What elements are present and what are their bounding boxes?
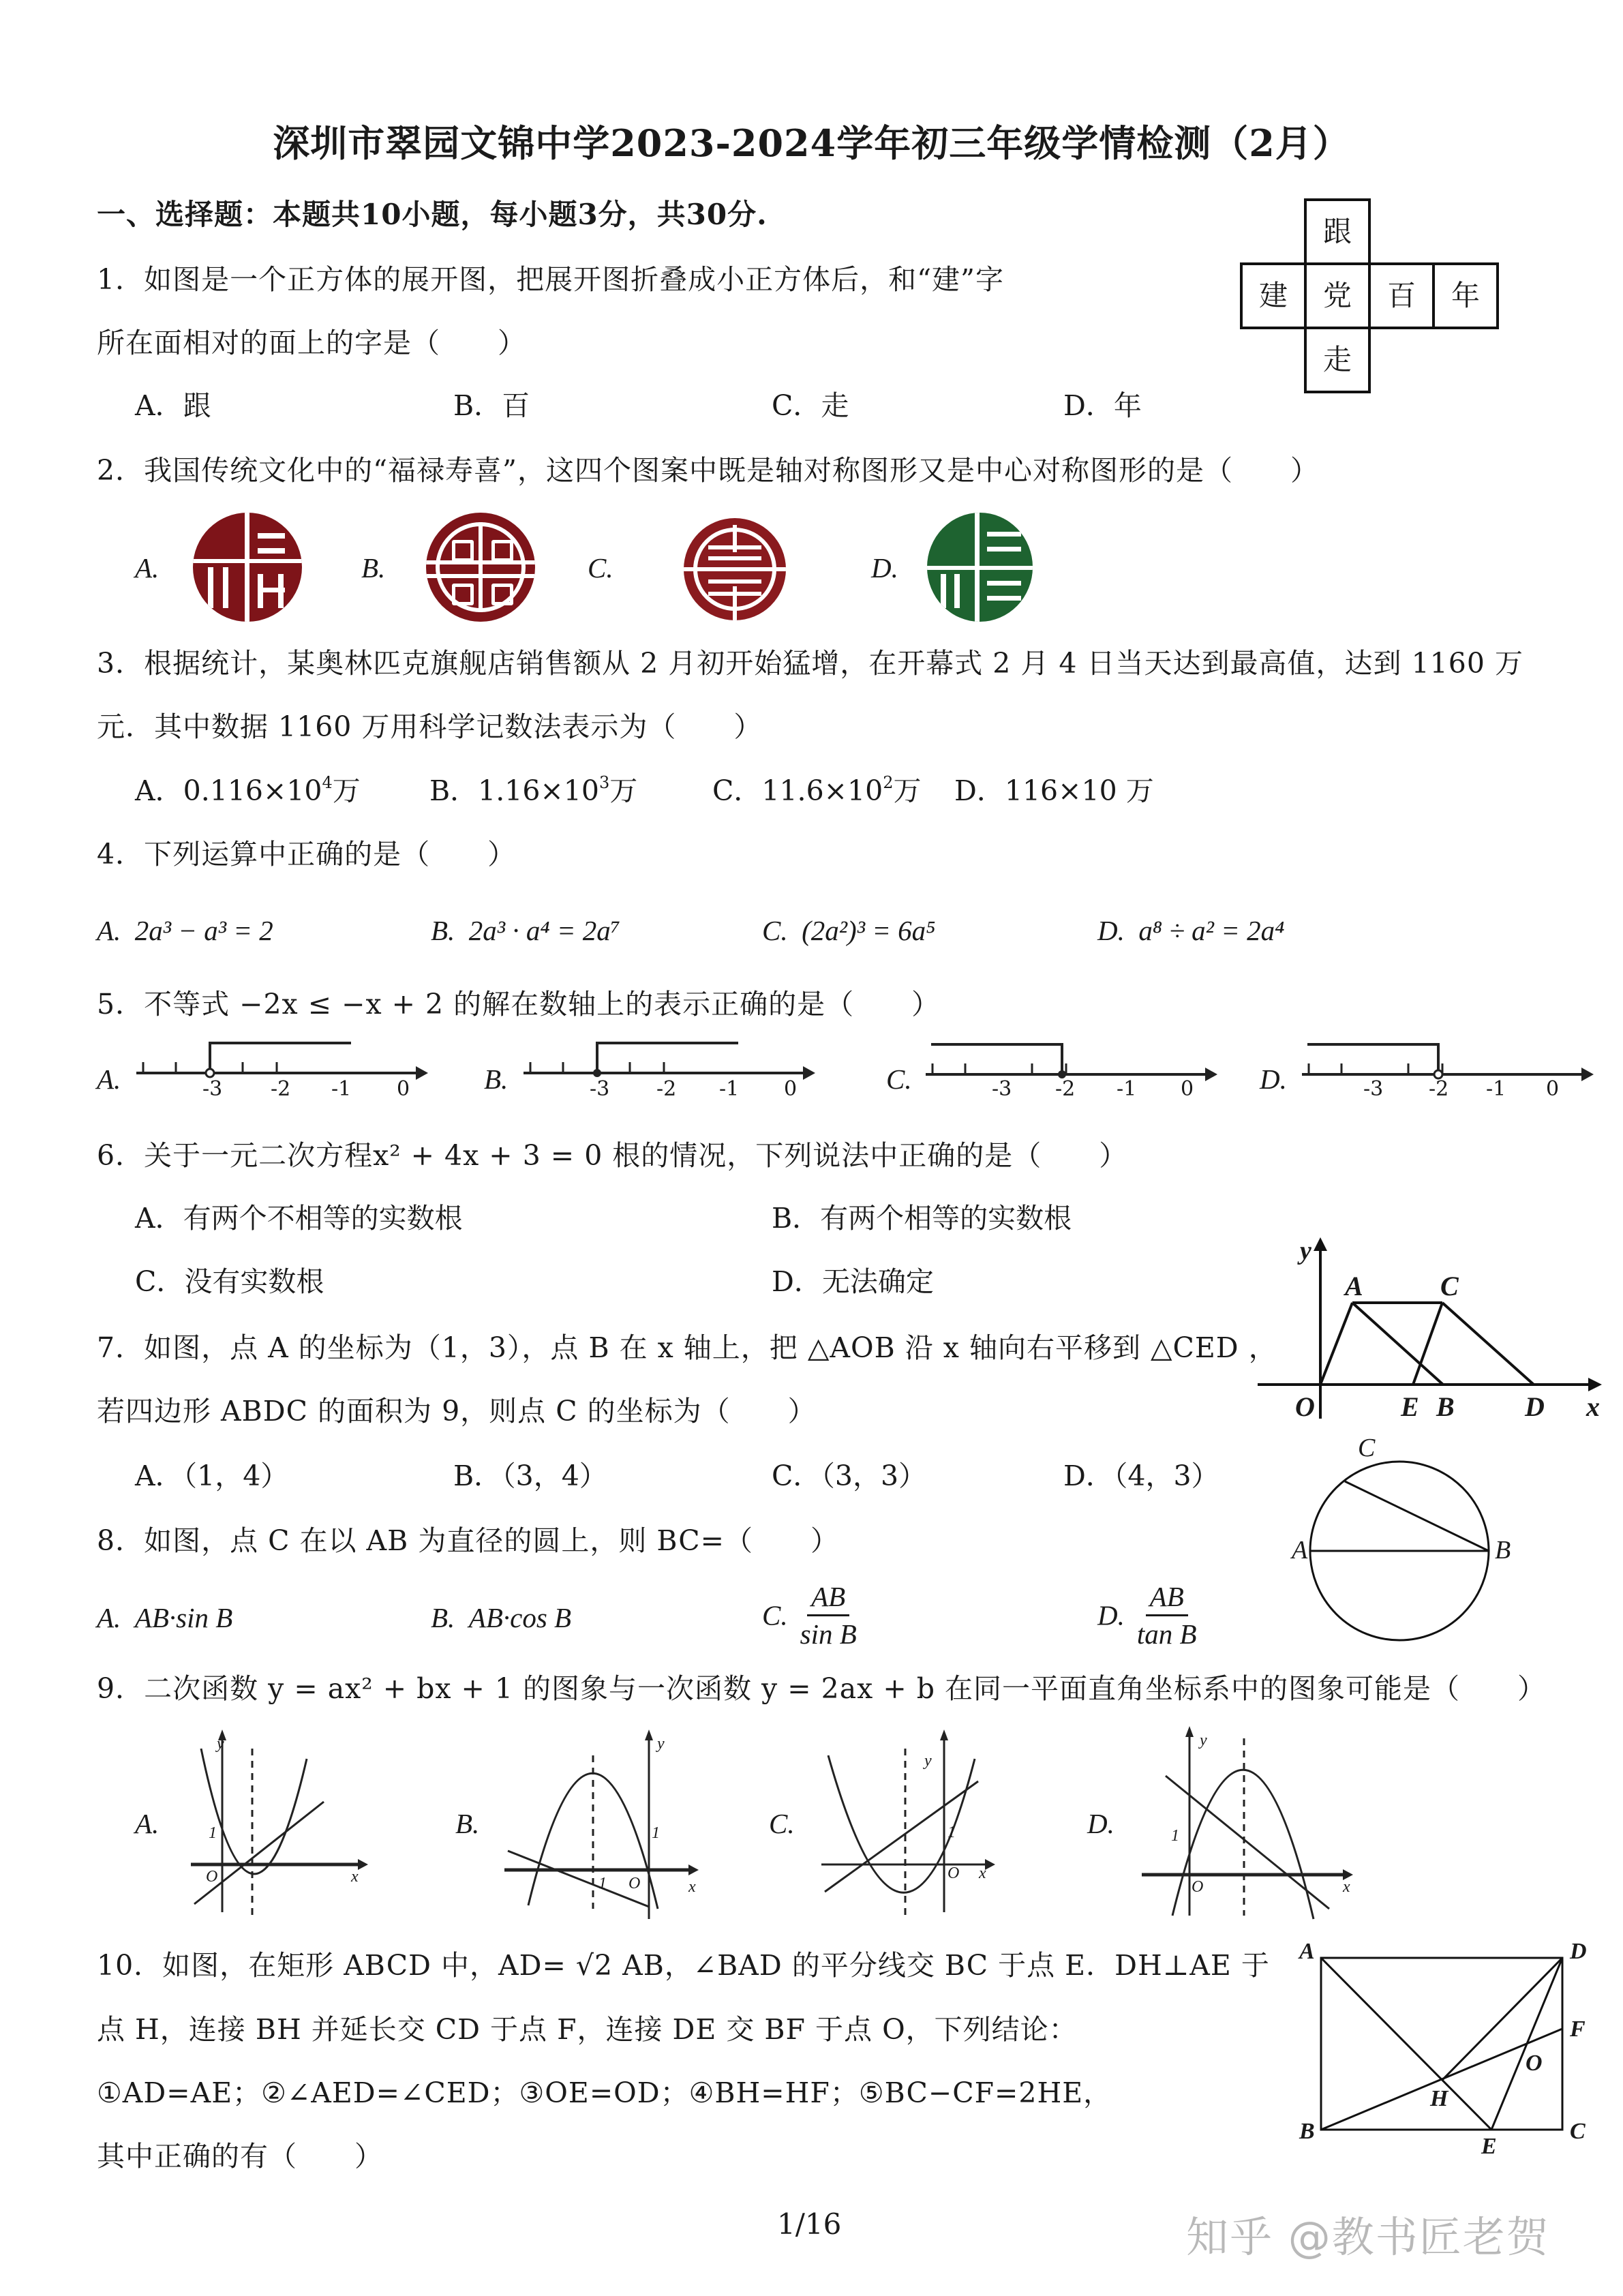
q6-option-c: C．没有实数根	[135, 1265, 324, 1298]
q10-conclusions: ①AD=AE；②∠AED=∠CED；③OE=OD；④BH=HF；⑤BC−CF=2HE，	[97, 2076, 1112, 2109]
q5d-tick-m2: -2	[1429, 1077, 1449, 1101]
q8-option-d: D. $\frac{AB}{\text{tan B}}$	[1097, 1581, 1197, 1650]
q10-figure-lines	[1288, 1936, 1602, 2168]
q8-option-a: A. AB·sin B	[97, 1602, 233, 1633]
q8-point-c: C	[1358, 1434, 1376, 1462]
cube-net-figure	[1234, 198, 1493, 395]
q9c-origin: O	[947, 1864, 960, 1882]
q4-option-c: C. (2a²)³ = 6a⁵	[762, 915, 936, 946]
q9-graph-d	[1135, 1725, 1360, 1922]
q5c-tick-m2: -2	[1055, 1077, 1076, 1101]
q7-option-c: C．（3，3）	[772, 1460, 927, 1492]
q8-figure-lines	[1281, 1432, 1527, 1650]
q5b-tick-m3: -3	[590, 1077, 610, 1101]
q8-option-b: B. AB·cos B	[431, 1602, 572, 1633]
q9-label-a: A.	[135, 1808, 160, 1839]
q3-stem-line2: 元．其中数据 1160 万用科学记数法表示为（ ）	[97, 710, 763, 743]
q9b-one-y: 1	[652, 1824, 660, 1842]
q6-option-b: B．有两个相等的实数根	[772, 1202, 1072, 1235]
q7-option-d: D．（4，3）	[1063, 1460, 1219, 1492]
q5c-tick-m3: -3	[992, 1077, 1012, 1101]
q9b-origin: O	[628, 1875, 641, 1892]
q9-graph-a	[184, 1728, 389, 1919]
q7-axis-x: x	[1586, 1391, 1600, 1422]
q10-stem-line2: 点 H，连接 BH 并延长交 CD 于点 F，连接 DE 交 BF 于点 O，下列结论：	[97, 2013, 1078, 2046]
q4-stem: 4．下列运算中正确的是（ ）	[97, 838, 517, 871]
lu-emblem-icon	[426, 513, 535, 622]
page-number: 1/16	[777, 2207, 842, 2241]
q2-label-b: B.	[361, 552, 386, 584]
q5a-tick-0: 0	[397, 1077, 410, 1101]
q7-option-a: A．（1，4）	[135, 1460, 289, 1492]
q7-stem-line2: 若四边形 ABDC 的面积为 9，则点 C 的坐标为（ ）	[97, 1395, 817, 1428]
q8-option-c: C. $\frac{AB}{\text{sin B}}$	[762, 1581, 857, 1650]
q5a-tick-m2: -2	[271, 1077, 291, 1101]
q9a-y-label: y	[217, 1735, 224, 1753]
net-face-bai: 百	[1386, 279, 1416, 312]
q2-label-a: A.	[135, 552, 160, 584]
q9d-one-label: 1	[1171, 1827, 1179, 1845]
q5d-tick-m3: -3	[1363, 1077, 1384, 1101]
q10-point-a: A	[1299, 1939, 1315, 1964]
q6-option-a: A．有两个不相等的实数根	[135, 1202, 463, 1235]
q9-label-c: C.	[769, 1808, 795, 1839]
q3-option-a: A．$0.116\times 10^4$万	[135, 773, 361, 807]
q7-axis-y: y	[1300, 1237, 1311, 1265]
q7-point-o: O	[1295, 1391, 1315, 1422]
q8-circle-figure	[1281, 1432, 1527, 1650]
net-face-top: 跟	[1322, 215, 1352, 248]
q7-point-d: D	[1525, 1391, 1545, 1422]
q1-stem-line1: 1．如图是一个正方体的展开图，把展开图折叠成小正方体后，和“建”字	[97, 263, 1005, 296]
section-heading: 一、选择题：本题共10小题，每小题3分，共30分.	[97, 198, 768, 231]
q5-label-a: A.	[97, 1063, 121, 1095]
q4-option-b: B. 2a³ · a⁴ = 2a⁷	[431, 915, 621, 946]
q9a-origin: O	[206, 1868, 218, 1886]
q7-option-b: B．（3，4）	[453, 1460, 607, 1492]
q9d-x-label: x	[1343, 1878, 1350, 1896]
q10-stem-line1: 10．如图，在矩形 ABCD 中，AD= √2 AB，∠BAD 的平分线交 BC 于点 E．DH⊥AE 于	[97, 1949, 1270, 1982]
q8-point-b: B	[1495, 1536, 1511, 1565]
q10-point-b: B	[1299, 2119, 1315, 2144]
q10-point-o: O	[1526, 2051, 1543, 2076]
shou-emblem-icon	[684, 518, 786, 620]
net-face-dang: 党	[1322, 279, 1352, 312]
q2-label-c: C.	[588, 552, 613, 584]
q9-graph-b	[504, 1728, 709, 1919]
q10-point-e: E	[1481, 2134, 1497, 2159]
q1-option-d: D．年	[1063, 389, 1142, 422]
q2-stem: 2．我国传统文化中的“福禄寿喜”，这四个图案中既是轴对称图形又是中心对称图形的是（ ）	[97, 454, 1320, 487]
q7-point-c: C	[1440, 1271, 1459, 1301]
q1-stem-line2: 所在面相对的面上的字是（ ）	[97, 327, 526, 359]
q5b-tick-m1: -1	[719, 1077, 740, 1101]
q3-option-c: C．$11.6\times 10^2$万	[712, 773, 922, 807]
q5c-tick-m1: -1	[1117, 1077, 1137, 1101]
q1-option-c: C．走	[772, 389, 849, 422]
q9b-y-label: y	[657, 1735, 665, 1753]
q8-stem: 8．如图，点 C 在以 AB 为直径的圆上，则 BC=（ ）	[97, 1524, 839, 1557]
q5a-tick-m3: -3	[202, 1077, 223, 1101]
q3-option-d: D．116×10 万	[954, 774, 1154, 807]
page-title: 深圳市翠园文锦中学2023-2024学年初三年级学情检测（2月）	[273, 121, 1350, 165]
q5a-tick-m1: -1	[331, 1077, 352, 1101]
q9-stem: 9．二次函数 y = ax² + bx + 1 的图象与一次函数 y = 2ax + b 在同一平面直角坐标系中的图象可能是（ ）	[97, 1672, 1546, 1705]
q5-label-d: D.	[1260, 1063, 1287, 1095]
q1-option-b: B．百	[453, 389, 530, 422]
q9b-x-label: x	[688, 1878, 696, 1896]
q9-label-d: D.	[1087, 1808, 1114, 1839]
q2-label-d: D.	[871, 552, 898, 584]
q7-point-e: E	[1401, 1391, 1419, 1422]
q3-option-b: B．$1.16\times 10^3$万	[429, 773, 638, 807]
q7-point-b: B	[1436, 1391, 1455, 1422]
q4-option-a: A. 2a³ − a³ = 2	[97, 915, 273, 946]
q9a-x-label: x	[351, 1868, 359, 1886]
q5c-tick-0: 0	[1181, 1077, 1194, 1101]
q5d-tick-0: 0	[1546, 1077, 1560, 1101]
q5b-tick-m2: -2	[656, 1077, 677, 1101]
q5b-tick-0: 0	[784, 1077, 798, 1101]
q8-point-a: A	[1292, 1536, 1308, 1565]
fu-emblem-icon	[193, 513, 302, 622]
q5d-tick-m1: -1	[1486, 1077, 1506, 1101]
q7-stem-line1: 7．如图，点 A 的坐标为（1，3），点 B 在 x 轴上，把 △AOB 沿 x 轴向右平移到 △CED ，	[97, 1331, 1277, 1364]
q9d-y-label: y	[1200, 1732, 1207, 1749]
q9c-x-label: x	[979, 1864, 986, 1882]
q10-point-d: D	[1570, 1939, 1587, 1964]
q3-stem-line1: 3．根据统计，某奥林匹克旗舰店销售额从 2 月初开始猛增，在开幕式 2 月 4 日当天达到最高值，达到 1160 万	[97, 647, 1523, 680]
q9d-origin: O	[1192, 1878, 1204, 1896]
q5-label-c: C.	[886, 1063, 912, 1095]
q9-graph-c	[818, 1728, 1022, 1919]
q7-coordinate-figure	[1258, 1237, 1612, 1428]
xi-emblem-icon	[927, 513, 1033, 622]
q10-stem-line4: 其中正确的有（ ）	[97, 2140, 383, 2173]
q9c-y-label: y	[924, 1752, 932, 1770]
q9c-one-label: 1	[947, 1824, 956, 1841]
q9b-one-x: 1	[598, 1875, 607, 1892]
q9a-one-label: 1	[209, 1824, 217, 1842]
q6-option-d: D．无法确定	[772, 1265, 934, 1298]
q7-point-a: A	[1345, 1271, 1363, 1301]
q10-point-h: H	[1430, 2086, 1448, 2111]
q10-point-c: C	[1570, 2119, 1586, 2144]
net-face-bottom: 走	[1322, 343, 1352, 376]
q5-label-b: B.	[484, 1063, 509, 1095]
watermark: 知乎 @教书匠老贺	[1186, 2212, 1550, 2262]
q9-label-b: B.	[455, 1808, 480, 1839]
q6-stem: 6．关于一元二次方程x² + 4x + 3 = 0 根的情况，下列说法中正确的是（ ）	[97, 1139, 1128, 1172]
q1-option-a: A．跟	[135, 389, 211, 422]
net-face-nian: 年	[1451, 279, 1480, 312]
q4-option-d: D. a⁸ ÷ a² = 2a⁴	[1097, 915, 1285, 946]
q5-stem: 5．不等式 −2x ≤ −x + 2 的解在数轴上的表示正确的是（ ）	[97, 988, 941, 1021]
q10-rectangle-figure	[1288, 1936, 1602, 2168]
q10-point-f: F	[1570, 2016, 1586, 2042]
net-face-jian: 建	[1258, 279, 1288, 312]
